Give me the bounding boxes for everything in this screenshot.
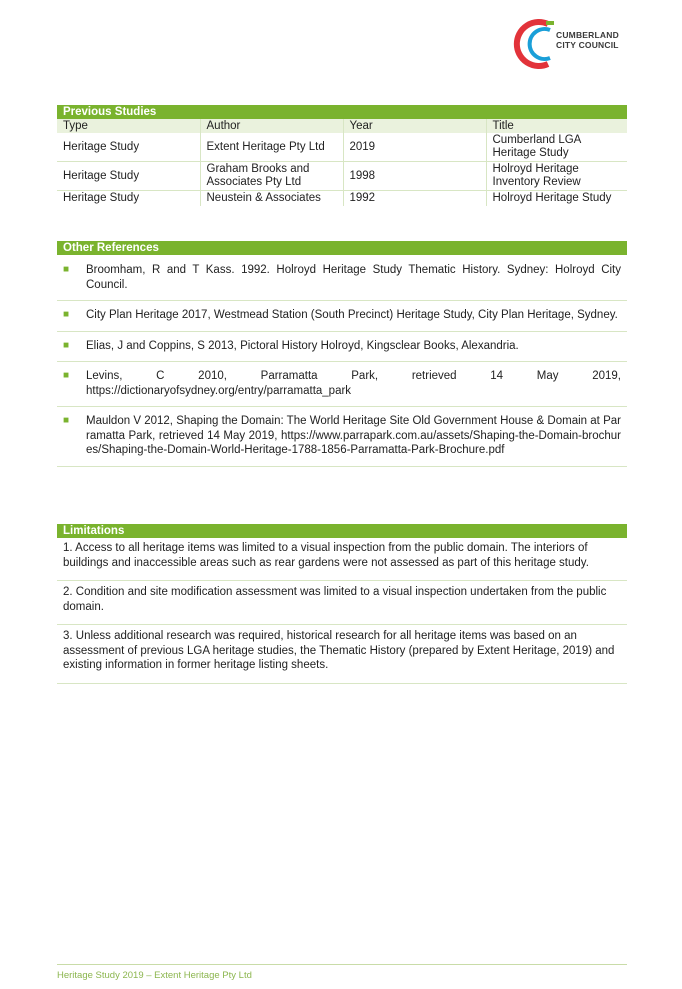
column-header: Type — [57, 119, 200, 133]
list-item: 3. Unless additional research was required, historical research for all heritage items was based on an assessment of previous LGA heritage studies, the Thematic History (prepared by Extent Heritage, 2019) and existing information in former heritage listing sheets. — [57, 625, 627, 684]
other-references-heading: Other References — [57, 241, 627, 255]
table-cell: Neustein & Associates — [200, 191, 343, 207]
reference-text: City Plan Heritage 2017, Westmead Station (South Precinct) Heritage Study, City Plan Heritage, Sydney. — [86, 309, 618, 321]
limitations-heading: Limitations — [57, 524, 627, 538]
logo-line-2: CITY COUNCIL — [556, 39, 619, 50]
limitations-list — [57, 539, 627, 684]
table-row — [57, 191, 627, 207]
list-item — [57, 332, 627, 363]
table-row — [57, 133, 627, 162]
bullet-icon: ■ — [63, 309, 70, 320]
table-cell: 2019 — [343, 133, 486, 162]
table-cell: Holroyd Heritage Inventory Review — [486, 162, 627, 191]
list-item — [57, 256, 627, 301]
reference-text: Broomham, R and T Kass. 1992. Holroyd Heritage Study Thematic History. Sydney: Holroyd City Council. — [86, 264, 621, 291]
previous-studies-table — [57, 119, 627, 206]
reference-text: Levins, C 2010, Parramatta Park, retrieved 14 May 2019, https://dictionaryofsydney.org/entry/parramatta_park — [86, 370, 621, 397]
reference-text: Elias, J and Coppins, S 2013, Pictoral History Holroyd, Kingsclear Books, Alexandria. — [86, 339, 519, 352]
list-item: 2. Condition and site modification assessment was limited to a visual inspection undertaken from the public domain. — [57, 581, 627, 625]
column-header: Author — [200, 119, 343, 133]
bullet-icon: ■ — [63, 339, 70, 351]
footer-divider — [57, 964, 627, 965]
bullet-icon: ■ — [63, 370, 70, 381]
table-cell: Holroyd Heritage Study — [486, 191, 627, 207]
table-cell: Extent Heritage Pty Ltd — [200, 133, 343, 162]
previous-studies-heading: Previous Studies — [57, 105, 627, 119]
column-header: Year — [343, 119, 486, 133]
column-header: Title — [486, 119, 627, 133]
table-cell: Heritage Study — [57, 162, 200, 191]
list-item — [57, 301, 627, 332]
list-item — [57, 407, 627, 467]
logo-wordmark — [556, 31, 619, 50]
table-cell: Heritage Study — [63, 192, 140, 204]
list-item: 1. Access to all heritage items was limited to a visual inspection from the public domain. The interiors of buildings and inaccessible areas such as rear gardens were not assessed as part of this heritage study. — [57, 539, 627, 581]
bullet-icon: ■ — [63, 264, 70, 275]
table-cell: Graham Brooks and Associates Pty Ltd — [200, 162, 343, 191]
bullet-icon: ■ — [63, 415, 70, 426]
reference-text: Mauldon V 2012, Shaping the Domain: The World Heritage Site Old Government House & Domain at Parramatta Park, retrieved 14 May 2019, https://www.parrapark.com.au/assets/Shaping-the-Domain-brochures/Shaping-the-Domain-World-Heritage-1788-1856-Parramatta-Park-Brochure.pdf — [86, 415, 621, 456]
table-cell: Cumberland LGA Heritage Study — [486, 133, 627, 162]
table-cell: 1998 — [343, 162, 486, 191]
list-item — [57, 362, 627, 407]
table-header-row — [57, 119, 627, 133]
table-row — [57, 162, 627, 191]
table-cell: 1992 — [343, 191, 486, 207]
table-cell: Heritage Study — [57, 133, 200, 162]
page-footer: Heritage Study 2019 – Extent Heritage Pty Ltd — [57, 970, 252, 981]
logo-line-1: CUMBERLAND — [556, 30, 619, 40]
references-list — [57, 256, 627, 467]
